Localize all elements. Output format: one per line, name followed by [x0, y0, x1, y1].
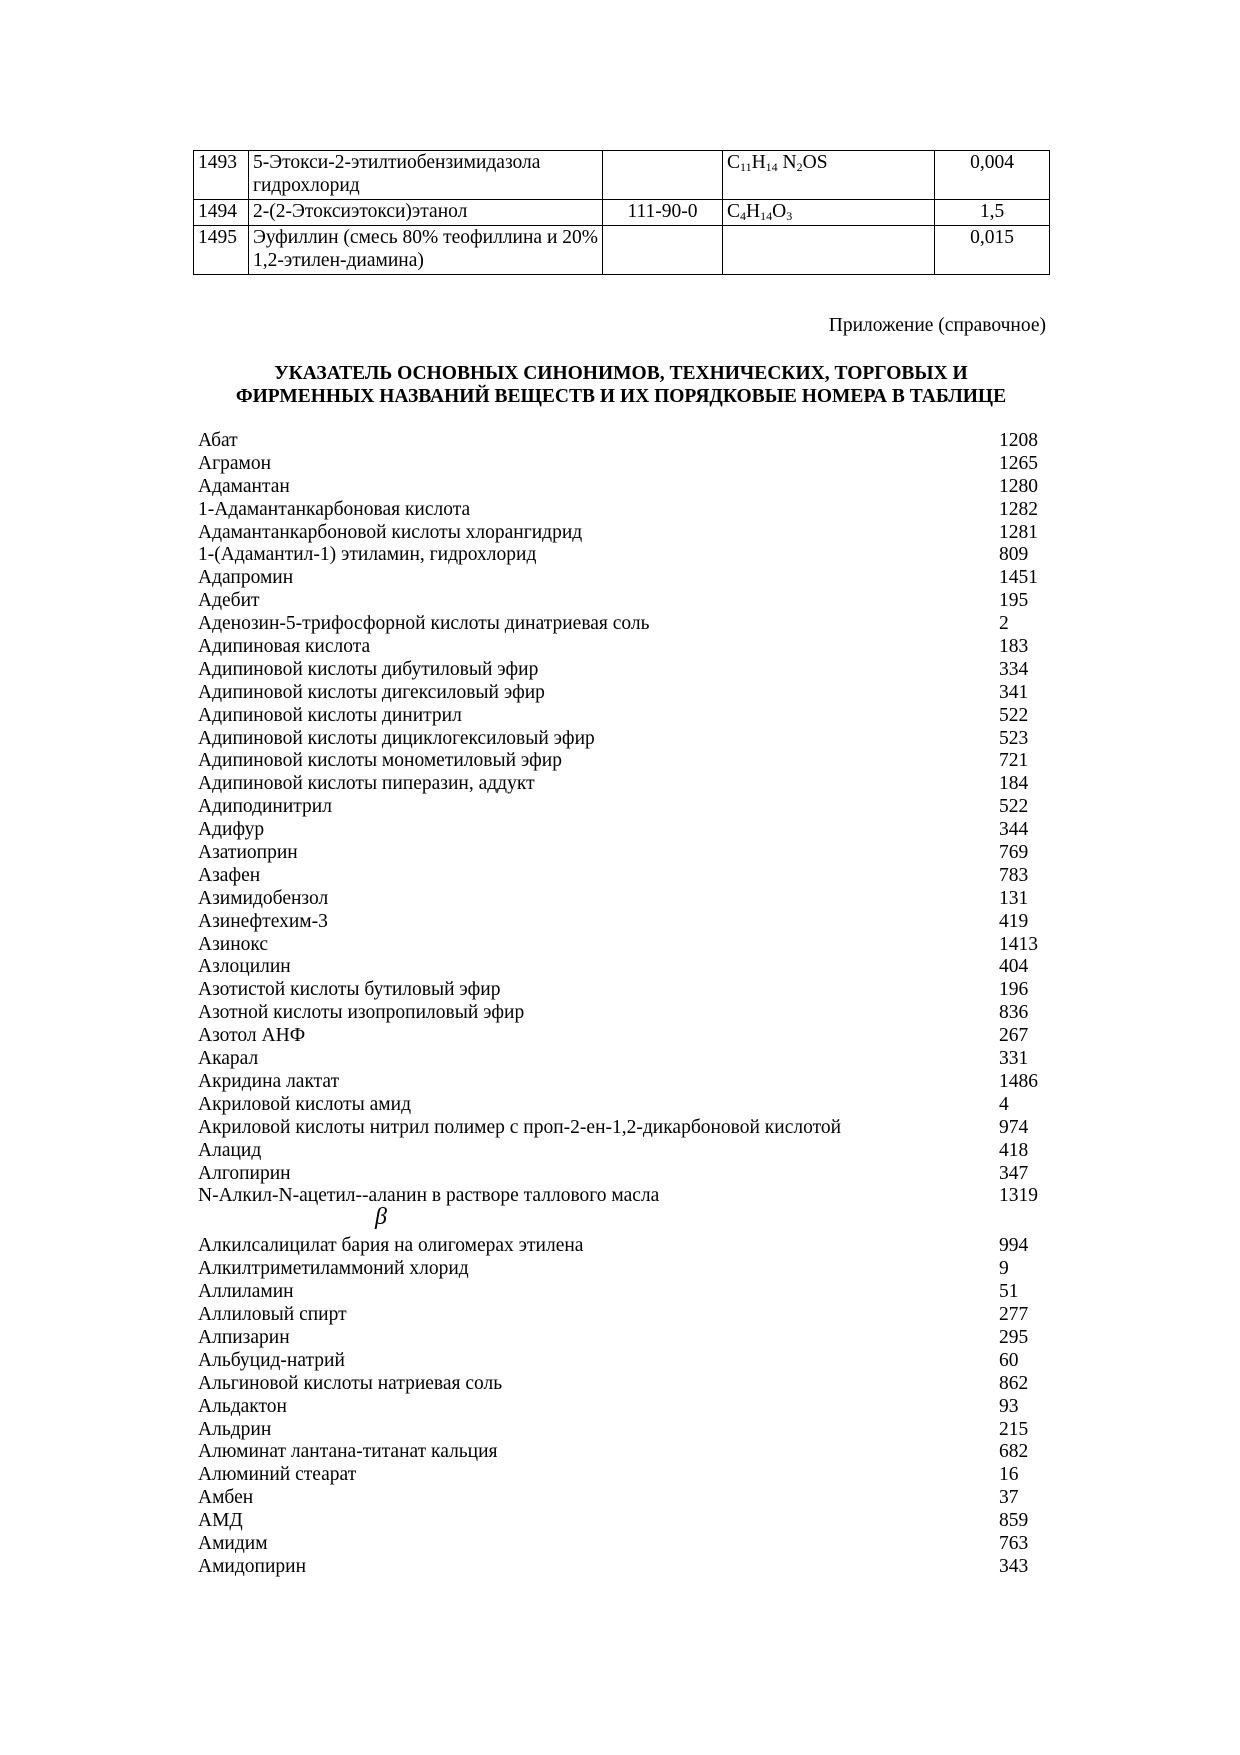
index-entry: [198, 1304, 1048, 1327]
index-entry-name: Акридина лактат: [198, 1070, 340, 1092]
index-entry-number: 1281: [999, 521, 1038, 543]
index-entry-number: 51: [999, 1281, 1019, 1303]
chemical-formula: [723, 151, 935, 200]
substance-name: 5-Этокси-2-этилтиобензимидазола гидрохлорид: [249, 151, 603, 200]
index-entry-name: Алгопирин: [198, 1162, 291, 1184]
index-entry-name: Азинокс: [198, 933, 269, 955]
index-entry: [198, 1258, 1048, 1281]
index-entry-number: 37: [999, 1487, 1019, 1509]
index-entry-number: 267: [999, 1025, 1029, 1047]
index-entry-number: 859: [999, 1510, 1029, 1532]
substance-table: [193, 150, 1050, 275]
index-entry-number: 1208: [999, 430, 1038, 451]
index-entry: [198, 1350, 1048, 1373]
index-entry-number: 994: [999, 1235, 1029, 1257]
index-heading: [193, 362, 1049, 408]
formula-text: H: [751, 152, 766, 173]
index-entry: [198, 499, 1048, 522]
index-entry: [198, 1025, 1048, 1048]
index-entry-name: Амидим: [198, 1532, 268, 1554]
cas-number: [603, 226, 723, 275]
index-entry-number: 1413: [999, 933, 1038, 955]
index-entry-name: Азинефтехим-3: [198, 910, 328, 932]
index-entry-name: Адипиновая кислота: [198, 636, 371, 658]
index-entry: [198, 773, 1048, 796]
index-entry: [198, 934, 1048, 957]
index-entry: [198, 613, 1048, 636]
index-entry: [198, 1140, 1048, 1163]
index-entry: [198, 1510, 1048, 1533]
table-row: [194, 226, 1050, 275]
index-entry-number: 974: [999, 1116, 1029, 1138]
index-entry-number: 93: [999, 1395, 1019, 1417]
index-entry-number: 763: [999, 1532, 1029, 1554]
formula-subscript: 4: [740, 209, 747, 223]
index-entry: [198, 865, 1048, 888]
index-entry-number: 16: [999, 1464, 1019, 1486]
index-entry: [198, 1002, 1048, 1025]
index-entry-number: 809: [999, 544, 1029, 566]
index-entry-name: Абат: [198, 430, 238, 451]
index-entry-name: Алкилсалицилат бария на олигомерах этилена: [198, 1235, 584, 1257]
index-entry-name: Амидопирин: [198, 1555, 307, 1577]
index-entry: [198, 567, 1048, 590]
index-entry-number: 277: [999, 1304, 1029, 1326]
index-entry-number: 334: [999, 658, 1029, 680]
index-entry: [198, 1441, 1048, 1464]
index-entry-number: 1282: [999, 498, 1038, 520]
index-entry: [198, 636, 1048, 659]
index-entry-number: 522: [999, 704, 1029, 726]
index-entry-number: 1280: [999, 475, 1038, 497]
index-entry: [198, 979, 1048, 1002]
index-heading-line: УКАЗАТЕЛЬ ОСНОВНЫХ СИНОНИМОВ, ТЕХНИЧЕСКИХ, ТОРГОВЫХ И: [274, 363, 968, 384]
row-number: 1493: [194, 151, 249, 200]
index-entry-name: Адипиновой кислоты дициклогексиловый эфир: [198, 727, 595, 749]
index-entry-name: Алпизарин: [198, 1326, 290, 1348]
index-entry: [198, 842, 1048, 865]
index-entry-number: 4: [999, 1093, 1009, 1115]
index-entry-number: 295: [999, 1326, 1029, 1348]
index-entry-number: 60: [999, 1349, 1019, 1371]
formula-text: O: [772, 201, 787, 222]
index-entry: [198, 1281, 1048, 1304]
index-entry-name: 1-(Адамантил-1) этиламин, гидрохлорид: [198, 544, 537, 566]
index-entry: [198, 522, 1048, 545]
formula-text: N: [777, 152, 797, 173]
index-entry-name: Азафен: [198, 864, 261, 886]
index-entry: [198, 1094, 1048, 1117]
formula-text: C: [727, 201, 741, 222]
chemical-formula: [723, 200, 935, 226]
index-entry-name-part: -аланин в растворе таллового масла: [362, 1185, 660, 1207]
formula-text: OS: [802, 152, 828, 173]
index-entry-name: Аллиловый спирт: [198, 1304, 347, 1326]
index-entry-name: Альбуцид-натрий: [198, 1349, 345, 1371]
index-entry-name: Азатиоприн: [198, 842, 298, 864]
index-entry-name: Адипиновой кислоты динитрил: [198, 704, 462, 726]
index-entry: [198, 1185, 1048, 1235]
formula-subscript: 3: [786, 209, 793, 223]
index-entry-name: АМД: [198, 1510, 243, 1532]
index-entry-number: 9: [999, 1258, 1009, 1280]
index-entry: [198, 1487, 1048, 1510]
table-row: [194, 200, 1050, 226]
index-entry: [198, 453, 1048, 476]
index-entry: [198, 1396, 1048, 1419]
index-entry-number: 522: [999, 796, 1029, 818]
index-entry-number: 419: [999, 910, 1029, 932]
index-entry: [198, 659, 1048, 682]
index-entry: [198, 819, 1048, 842]
appendix-label: Приложение (справочное): [828, 315, 1046, 336]
index-entry-number: 783: [999, 864, 1029, 886]
table-row: [194, 151, 1050, 200]
index-entry-number: 195: [999, 590, 1029, 612]
index-entry-name: Алацид: [198, 1139, 262, 1161]
index-entry-name: Аграмон: [198, 452, 272, 474]
index-entry-number: 721: [999, 750, 1029, 772]
index-entry: [198, 1071, 1048, 1094]
index-entry-name: Аденозин-5-трифосфорной кислоты динатриевая соль: [198, 613, 650, 635]
formula-text: H: [746, 201, 761, 222]
index-entry: [198, 1419, 1048, 1442]
limit-value: 1,5: [935, 200, 1050, 226]
index-entry-number: 184: [999, 773, 1029, 795]
index-entry-name: Алюминий стеарат: [198, 1464, 357, 1486]
substance-name: 2-(2-Этоксиэтокси)этанол: [249, 200, 603, 226]
index-entry-number: 131: [999, 887, 1029, 909]
index-entry: [198, 476, 1048, 499]
index-entry-name: Альдрин: [198, 1418, 272, 1440]
index-entry-name: Акарал: [198, 1048, 259, 1070]
index-entry: [198, 430, 1048, 453]
formula-subscript: 2: [796, 160, 803, 174]
index-entry: [198, 888, 1048, 911]
index-entry-number: 523: [999, 727, 1029, 749]
index-entry-number: 215: [999, 1418, 1029, 1440]
chemical-formula: [723, 226, 935, 275]
index-entry-name: Алюминат лантана-титанат кальция: [198, 1441, 498, 1463]
row-number: 1494: [194, 200, 249, 226]
index-entry: [198, 911, 1048, 934]
index-entry: [198, 1235, 1048, 1258]
index-entry-name: Азлоцилин: [198, 956, 291, 978]
index-entry: [198, 705, 1048, 728]
index-entry-number: 1486: [999, 1070, 1038, 1092]
index-entry-number: 1319: [999, 1185, 1038, 1207]
index-entry-number: 183: [999, 636, 1029, 658]
index-entry-name: Амбен: [198, 1487, 254, 1509]
index-entry-name: Адапромин: [198, 567, 294, 589]
index-entry-name-part: N-Алкил-N-ацетил-: [198, 1185, 363, 1207]
limit-value: 0,015: [935, 226, 1050, 275]
index-entry-name: Азотистой кислоты бутиловый эфир: [198, 979, 501, 1001]
index-entry-number: 331: [999, 1048, 1029, 1070]
index-entry: [198, 544, 1048, 567]
index-entry: [198, 750, 1048, 773]
index-entry-number: 404: [999, 956, 1029, 978]
index-entry-name: Акриловой кислоты нитрил полимер с проп-2-ен-1,2-дикарбоновой кислотой: [198, 1116, 842, 1138]
index-entry-number: 343: [999, 1555, 1029, 1577]
index-entry-name: Адамантан: [198, 475, 290, 497]
index-entry: [198, 796, 1048, 819]
index-entry-name: Альдактон: [198, 1395, 287, 1417]
index-entry: [198, 956, 1048, 979]
index-entry-number: 1451: [999, 567, 1038, 589]
index-entry-number: 836: [999, 1002, 1029, 1024]
index-entry-name: Азотной кислоты изопропиловый эфир: [198, 1002, 525, 1024]
index-entry-name: Аллиламин: [198, 1281, 294, 1303]
index-entry-name: Акриловой кислоты амид: [198, 1093, 411, 1115]
index-entry: [198, 1556, 1048, 1579]
index-entry-name: Адифур: [198, 819, 265, 841]
index-entry: [198, 590, 1048, 613]
index-entry-name: Адипиновой кислоты монометиловый эфир: [198, 750, 562, 772]
index-heading-line: ФИРМЕННЫХ НАЗВАНИЙ ВЕЩЕСТВ И ИХ ПОРЯДКОВЫЕ НОМЕРА В ТАБЛИЦЕ: [235, 386, 1007, 407]
index-entry-name: Адипиновой кислоты дигексиловый эфир: [198, 681, 545, 703]
formula-subscript: 11: [740, 160, 752, 174]
index-entry-number: 344: [999, 819, 1029, 841]
row-number: 1495: [194, 226, 249, 275]
index-entry: [198, 1048, 1048, 1071]
index-entry-number: 682: [999, 1441, 1029, 1463]
substance-name: Эуфиллин (смесь 80% теофиллина и 20% 1,2-этилен-диамина): [249, 226, 603, 275]
formula-subscript: 14: [765, 160, 778, 174]
index-entry-number: 341: [999, 681, 1029, 703]
index-entry: [198, 1327, 1048, 1350]
index-entry-name: Алкилтриметиламмоний хлорид: [198, 1258, 469, 1280]
formula-subscript: 14: [760, 209, 773, 223]
index-entry-number: 862: [999, 1372, 1029, 1394]
index-entry-name: Адиподинитрил: [198, 796, 332, 818]
cas-number: 111-90-0: [603, 200, 723, 226]
index-entry-number: 196: [999, 979, 1029, 1001]
index-entry-number: 769: [999, 842, 1029, 864]
index-entry-name: Адамантанкарбоновой кислоты хлорангидрид: [198, 521, 583, 543]
index-entry-number: 347: [999, 1162, 1029, 1184]
index-entry: [198, 1464, 1048, 1487]
beta-symbol: β: [375, 1204, 387, 1231]
substance-table-body: [194, 151, 1050, 275]
index-entry: [198, 1117, 1048, 1140]
cas-number: [603, 151, 723, 200]
synonym-index-list: [198, 430, 1048, 1579]
index-entry-name: Альгиновой кислоты натриевая соль: [198, 1372, 503, 1394]
index-entry: [198, 728, 1048, 751]
formula-text: C: [727, 152, 741, 173]
index-entry: [198, 1163, 1048, 1186]
index-entry: [198, 1533, 1048, 1556]
index-entry-number: 1265: [999, 452, 1038, 474]
index-entry-number: 2: [999, 613, 1009, 635]
limit-value: 0,004: [935, 151, 1050, 200]
index-entry-name: Адебит: [198, 590, 260, 612]
index-entry-name: Адипиновой кислоты дибутиловый эфир: [198, 658, 539, 680]
index-entry-number: 418: [999, 1139, 1029, 1161]
index-entry-name: Азотол АНФ: [198, 1025, 306, 1047]
index-entry-name: Азимидобензол: [198, 887, 329, 909]
index-entry-name: Адипиновой кислоты пиперазин, аддукт: [198, 773, 535, 795]
index-entry: [198, 1373, 1048, 1396]
index-entry: [198, 682, 1048, 705]
index-entry-name: 1-Адамантанкарбоновая кислота: [198, 498, 471, 520]
